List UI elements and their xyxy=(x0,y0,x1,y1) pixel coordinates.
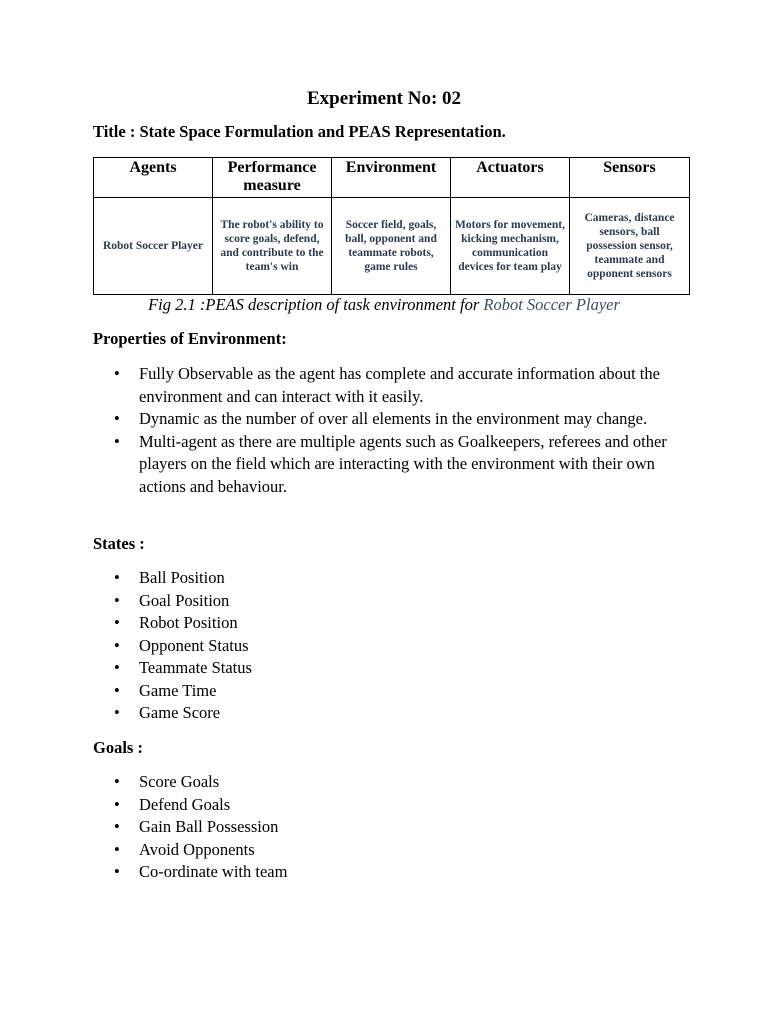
states-heading: States : xyxy=(93,534,145,553)
document-title: Title : State Space Formulation and PEAS Representation. xyxy=(93,122,506,141)
list-item: • Robot Position xyxy=(93,612,493,635)
cell-environment: Soccer field, goals, ball, opponent and teammate robots, game rules xyxy=(332,198,451,295)
list-item: • Teammate Status xyxy=(93,657,493,680)
list-item: • Dynamic as the number of over all elements in the environment may change. xyxy=(93,408,683,431)
list-item: • Game Time xyxy=(93,680,493,703)
table-header-row xyxy=(94,158,690,198)
list-item: • Opponent Status xyxy=(93,635,493,658)
list-item: • Defend Goals xyxy=(93,794,493,817)
properties-list xyxy=(93,363,683,498)
list-item: • Multi-agent as there are multiple agents such as Goalkeepers, referees and other players on the field which are interacting with the environment with their own actions and behaviour. xyxy=(93,431,683,499)
header-agents: Agents xyxy=(94,158,213,198)
goals-list xyxy=(93,771,493,884)
caption-prefix: Fig 2.1 :PEAS description of task environment for xyxy=(148,295,484,314)
header-environment: Environment xyxy=(332,158,451,198)
header-sensors: Sensors xyxy=(570,158,690,198)
experiment-heading: Experiment No: 02 xyxy=(306,88,462,109)
list-item: • Ball Position xyxy=(93,567,493,590)
goals-heading: Goals : xyxy=(93,738,143,757)
properties-heading: Properties of Environment: xyxy=(93,329,287,348)
list-item: • Fully Observable as the agent has complete and accurate information about the environment and can interact with it easily. xyxy=(93,363,683,408)
list-item: • Co-ordinate with team xyxy=(93,861,493,884)
states-list xyxy=(93,567,493,725)
cell-agents: Robot Soccer Player xyxy=(94,198,213,295)
cell-actuators: Motors for movement, kicking mechanism, communication devices for team play xyxy=(451,198,570,295)
header-actuators: Actuators xyxy=(451,158,570,198)
list-item: • Game Score xyxy=(93,702,493,725)
peas-table xyxy=(93,157,690,295)
header-performance-measure: Performance measure xyxy=(213,158,332,198)
figure-caption xyxy=(0,295,768,315)
list-item: • Avoid Opponents xyxy=(93,839,493,862)
list-item: • Goal Position xyxy=(93,590,493,613)
cell-sensors: Cameras, distance sensors, ball possession sensor, teammate and opponent sensors xyxy=(570,198,690,295)
list-item: • Gain Ball Possession xyxy=(93,816,493,839)
cell-performance-measure: The robot's ability to score goals, defend, and contribute to the team's win xyxy=(213,198,332,295)
table-row xyxy=(94,198,690,295)
list-item: • Score Goals xyxy=(93,771,493,794)
caption-highlight: Robot Soccer Player xyxy=(483,295,620,314)
